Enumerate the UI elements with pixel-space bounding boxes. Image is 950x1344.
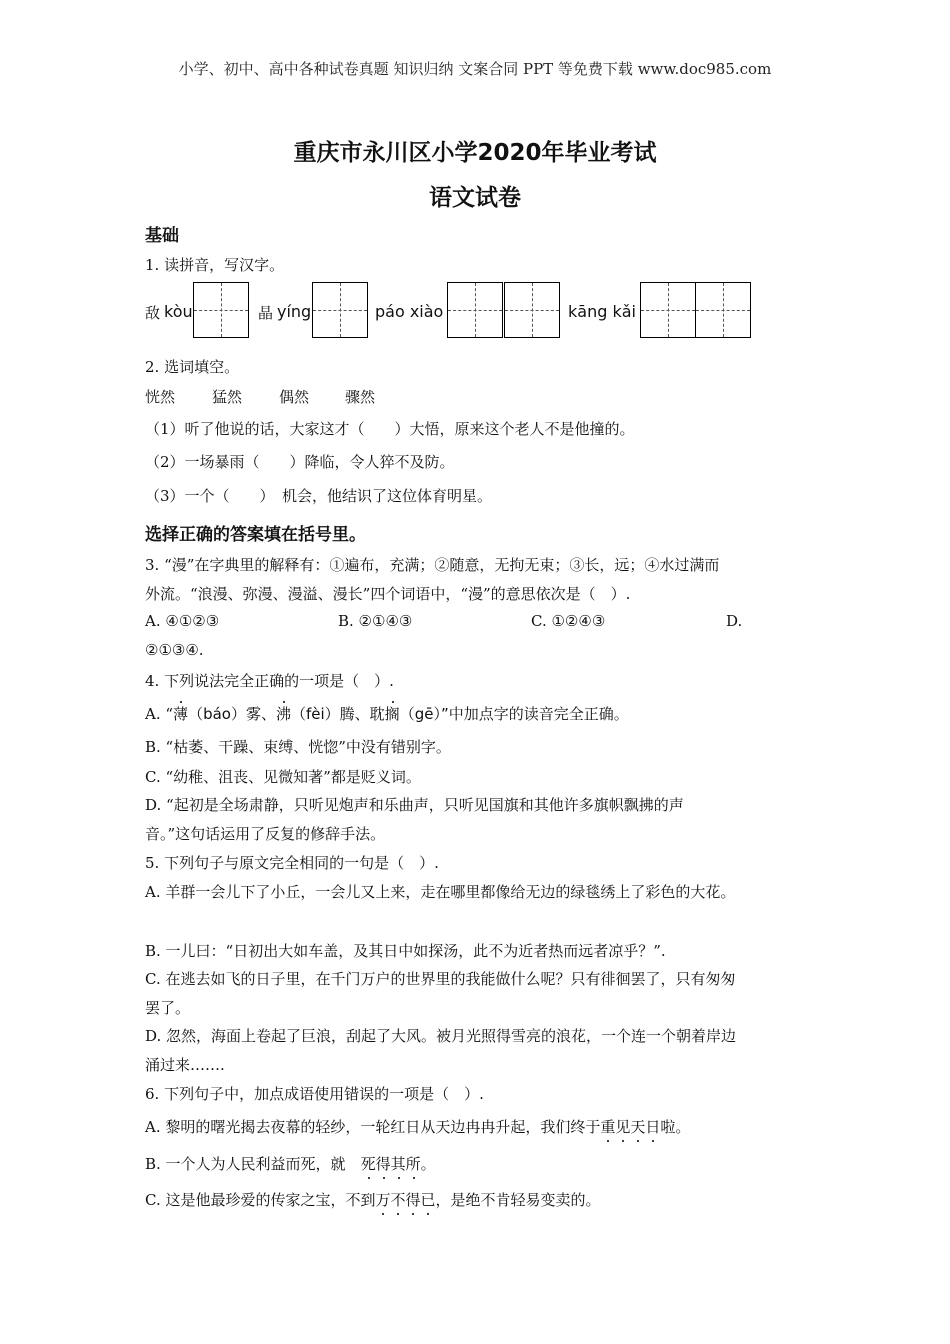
q1-item1-pinyin: kòu [164,302,193,321]
q5-prompt: 5. 下列句子与原文完全相同的一句是（ ）. [145,854,439,872]
q6-prompt: 6. 下列句子中，加点成语使用错误的一项是（ ）. [145,1085,484,1103]
q2-sentence-1: （1）听了他说的话，大家这才（ ）大悟，原来这个老人不是他撞的。 [145,420,635,438]
q6-b-tail: 。 [420,1155,436,1173]
q4-a-prefix: A. “ [145,705,174,723]
q1-answer-box-1[interactable] [193,282,249,338]
q2-word-2: 猛然 [212,388,243,406]
q5-option-d-line-1: D. 忽然，海面上卷起了巨浪，刮起了大风。被月光照得雪亮的浪花，一个连一个朝着岸边 [145,1027,737,1045]
q4-a-dotted-char-2: 沸 [276,705,291,723]
q1-answer-box-5[interactable] [640,282,696,338]
q1-prompt: 1. 读拼音，写汉字。 [145,256,285,274]
q2-word-3: 偶然 [279,388,310,406]
q1-item4-pinyin: kāng kǎi [568,302,636,321]
q4-option-d-line-2: 音。”这句话运用了反复的修辞手法。 [145,825,386,843]
q6-option-b [145,1153,436,1174]
q5-option-d-line-2: 涌过来……. [145,1056,225,1074]
q4-option-b: B. “枯萎、干躁、束缚、恍惚”中没有错别字。 [145,738,451,756]
exam-title: 重庆市永川区小学2020年毕业考试 [293,140,657,166]
q6-b-dotted-idiom: 死得其所 [361,1155,421,1173]
q6-option-a [145,1116,690,1137]
q2-sentence-3: （3）一个（ ） 机会，他结识了这位体育明星。 [145,487,493,505]
q6-b-text: B. 一个人为人民利益而死，就 [145,1155,361,1173]
q5-option-b: B. 一儿曰：“日初出大如车盖，及其日中如探汤，此不为近者热而远者凉乎？”. [145,942,666,960]
q3-option-d-label: D. [726,612,743,630]
q6-a-dotted-idiom: 重见天日 [600,1118,660,1136]
q5-option-c-line-1: C. 在逃去如飞的日子里，在千门万户的世界里的我能做什么呢？只有徘徊罢了，只有匆匆 [145,970,736,988]
q6-c-text: C. 这是他最珍爱的传家之宝，不到 [145,1191,376,1209]
q4-prompt: 4. 下列说法完全正确的一项是（ ）. [145,672,394,690]
q1-item2-pinyin: yíng [277,302,312,321]
q1-item3-pinyin: páo xiào [375,302,444,321]
q5-option-a: A. 羊群一会儿下了小丘，一会儿又上来，走在哪里都像给无边的绿毯绣上了彩色的大花。 [145,883,736,901]
q3-option-c: C. ①②④③ [531,612,606,630]
q4-a-pinyin-2: （fèi）腾、耽 [290,705,385,723]
section-basic: 基础 [145,226,179,246]
q6-a-tail: 啦。 [660,1118,691,1136]
q1-answer-box-4[interactable] [504,282,560,338]
q6-option-c [145,1189,601,1210]
q4-a-dotted-char-1: 薄 [173,705,188,723]
q1-answer-box-3[interactable] [447,282,503,338]
q2-prompt: 2. 选词填空。 [145,358,240,376]
q4-a-dotted-char-3: 搁 [385,705,400,723]
q3-line-1: 3. “漫”在字典里的解释有：①遍布，充满；②随意，无拘无束；③长，远；④水过满而 [145,556,720,574]
q1-answer-box-2[interactable] [312,282,368,338]
q4-option-a [145,703,629,724]
q2-sentence-2: （2）一场暴雨（ ）降临，令人猝不及防。 [145,453,455,471]
q1-answer-box-6[interactable] [695,282,751,338]
q6-a-text: A. 黎明的曙光揭去夜幕的轻纱，一轮红日从天边冉冉升起，我们终于 [145,1118,601,1136]
q2-word-4: 骤然 [345,388,376,406]
q2-word-1: 恍然 [145,388,176,406]
q6-c-tail: ，是绝不肯轻易变卖的。 [435,1191,601,1209]
q3-option-b: B. ②①④③ [338,612,413,630]
q3-option-d-value: ②①③④. [145,641,204,659]
q4-a-pinyin-1: （báo）雾、 [188,705,276,723]
exam-subtitle: 语文试卷 [429,185,521,211]
section-choice: 选择正确的答案填在括号里。 [145,525,366,545]
q5-option-c-line-2: 罢了。 [145,999,191,1017]
q1-item2-prefix: 晶 [258,304,274,322]
q4-option-d-line-1: D. “起初是全场肃静，只听见炮声和乐曲声，只听见国旗和其他许多旗帜飘拂的声 [145,796,684,814]
q4-option-c: C. “幼稚、沮丧、见微知著”都是贬义词。 [145,768,421,786]
q3-line-2: 外流。“浪漫、弥漫、漫溢、漫长”四个词语中，“漫”的意思依次是（ ）. [145,585,631,603]
q6-c-dotted-idiom: 万不得已 [375,1191,435,1209]
q3-option-a: A. ④①②③ [145,612,220,630]
q1-item1-prefix: 敌 [145,304,161,322]
q4-a-pinyin-3: （gē）”中加点字的读音完全正确。 [399,705,629,723]
page-header: 小学、初中、高中各种试卷真题 知识归纳 文案合同 PPT 等免费下载 www.doc985.com [178,60,772,78]
